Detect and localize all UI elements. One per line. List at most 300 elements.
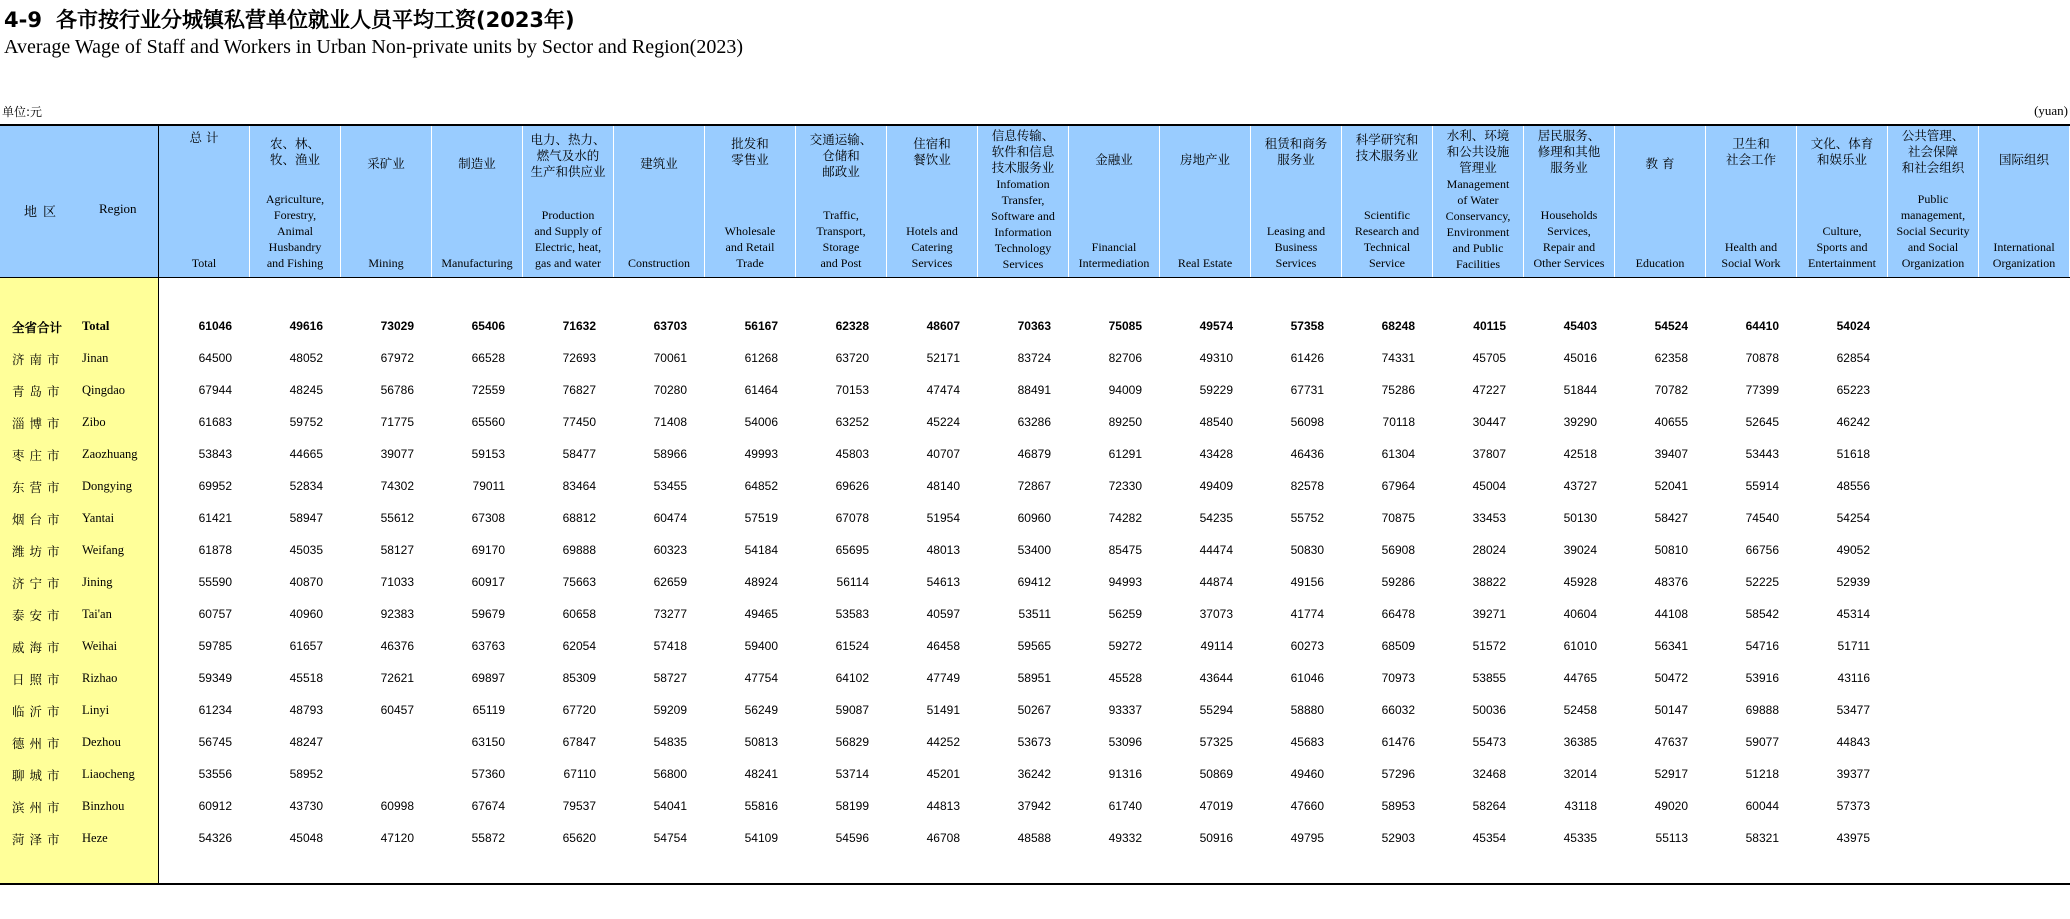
wage-cell: 39077 [380,447,414,461]
wage-cell: 45683 [1290,735,1324,749]
region-name-cn: 临沂市 [12,704,65,719]
wage-cell: 53443 [1745,447,1779,461]
wage-cell: 75663 [562,575,596,589]
region-name-en: Zibo [82,415,106,429]
wage-cell: 47227 [1472,383,1506,397]
wage-cell: 32014 [1563,767,1597,781]
region-header-en: Region [99,201,137,216]
wage-cell: 48013 [926,543,960,557]
table-row [0,794,2070,818]
table-title-en: Average Wage of Staff and Workers in Urban Non-private units by Sector and Region(2023) [4,36,743,58]
wage-cell: 52939 [1836,575,1870,589]
wage-cell: 55612 [380,511,414,525]
wage-cell: 91316 [1108,767,1142,781]
region-name-en: Weihai [82,639,118,653]
wage-cell: 45335 [1563,831,1597,845]
wage-cell: 61878 [198,543,232,557]
table-number: 4-9 [4,8,42,32]
column-header-cn: 批发和 零售业 [731,136,769,167]
table-bottom-rule [0,883,2070,885]
wage-cell: 45354 [1472,831,1506,845]
column-header-cn: 房地产业 [1179,152,1230,167]
wage-cell: 54326 [198,831,232,845]
column-header-cn: 建筑业 [640,156,678,171]
wage-cell: 50130 [1563,511,1597,525]
wage-cell: 83724 [1017,351,1051,365]
wage-cell: 47660 [1290,799,1324,813]
wage-cell: 59679 [471,607,505,621]
table-row [0,762,2070,786]
column-header [1251,126,1342,277]
region-name-cn: 泰安市 [12,608,65,623]
wage-cell: 62328 [835,319,869,333]
wage-cell: 51491 [926,703,960,717]
wage-cell: 73277 [653,607,687,621]
wage-cell: 63720 [835,351,869,365]
wage-cell: 33453 [1472,511,1506,525]
wage-cell: 36242 [1017,767,1051,781]
region-name-en: Linyi [82,703,110,717]
wage-cell: 72867 [1017,479,1051,493]
column-header-en: Financial Intermediation [1078,240,1150,270]
wage-cell: 43975 [1836,831,1870,845]
wage-cell: 51218 [1745,767,1779,781]
column-header-cn: 交通运输、 仓储和 邮政业 [809,132,873,179]
column-header-en: Total [191,256,217,270]
wage-cell: 49409 [1199,479,1233,493]
wage-cell: 51711 [1837,639,1870,653]
table-row [0,346,2070,370]
column-header-cn: 租赁和商务 服务业 [1264,136,1328,167]
wage-cell: 58477 [562,447,596,461]
column-header-en: Wholesale and Retail Trade [724,224,776,270]
column-header-cn: 采矿业 [367,156,405,171]
wage-cell: 69412 [1017,575,1051,589]
wage-cell: 52834 [289,479,323,493]
wage-cell: 63252 [835,415,869,429]
wage-cell: 47474 [926,383,960,397]
wage-cell: 60998 [380,799,414,813]
wage-cell: 56114 [836,575,869,589]
column-header [1160,126,1251,277]
wage-cell: 54041 [653,799,687,813]
wage-cell: 51618 [1836,447,1870,461]
wage-cell: 67674 [471,799,505,813]
wage-cell: 50036 [1472,703,1506,717]
region-name-cn: 菏泽市 [12,832,65,847]
wage-cell: 46242 [1836,415,1870,429]
wage-cell: 30447 [1472,415,1506,429]
wage-cell: 45928 [1563,575,1597,589]
column-header-cn: 公共管理、 社会保障 和社会组织 [1901,128,1965,175]
wage-cell: 58951 [1017,671,1051,685]
column-header-en: Production and Supply of Electric, heat, gas and water [534,208,602,270]
wage-cell: 68248 [1381,319,1415,333]
wage-cell: 65119 [472,703,505,717]
wage-cell: 60960 [1017,511,1051,525]
unit-label-en: (yuan) [2034,103,2068,118]
wage-cell: 88491 [1017,383,1051,397]
wage-cell: 72621 [380,671,414,685]
wage-cell: 40597 [926,607,960,621]
wage-cell: 44252 [926,735,960,749]
wage-cell: 58947 [289,511,323,525]
wage-cell: 73029 [380,319,414,333]
wage-cell: 55816 [744,799,778,813]
column-header [1433,126,1524,277]
region-name-en: Total [82,319,110,333]
column-header [978,126,1069,277]
wage-cell: 74282 [1108,511,1142,525]
wage-cell: 60273 [1290,639,1324,653]
region-name-cn: 德州市 [12,736,65,751]
wage-cell: 48376 [1654,575,1688,589]
wage-cell: 50830 [1290,543,1324,557]
wage-cell: 54596 [835,831,869,845]
region-name-cn: 枣庄市 [12,448,65,463]
table-row [0,698,2070,722]
table-row [0,666,2070,690]
wage-cell: 71632 [562,319,596,333]
region-name-cn: 济宁市 [12,576,65,591]
wage-cell: 39377 [1836,767,1870,781]
wage-cell: 61234 [198,703,232,717]
region-column-header [0,126,158,277]
column-header-en: Real Estate [1177,256,1233,270]
wage-cell: 67078 [835,511,869,525]
column-header-cn: 国际组织 [1998,152,2049,167]
wage-cell: 61291 [1108,447,1142,461]
wage-cell: 56249 [744,703,778,717]
wage-cell: 44665 [289,447,323,461]
table-row [0,378,2070,402]
wage-cell: 66478 [1381,607,1415,621]
region-name-cn: 全省合计 [12,320,63,335]
region-name-cn: 潍坊市 [12,544,65,559]
region-name-en: Zaozhuang [82,447,138,461]
wage-cell: 58321 [1745,831,1779,845]
region-name-en: Weifang [82,543,125,557]
wage-cell: 53455 [653,479,687,493]
wage-cell: 50472 [1654,671,1688,685]
wage-cell: 32468 [1472,767,1506,781]
wage-cell: 49052 [1836,543,1870,557]
wage-cell: 71033 [380,575,414,589]
wage-cell: 64410 [1745,319,1779,333]
wage-cell: 75286 [1381,383,1415,397]
wage-cell: 54184 [744,543,778,557]
wage-cell: 46879 [1017,447,1051,461]
table-row [0,410,2070,434]
column-header [523,126,614,277]
table-row [0,474,2070,498]
wage-cell: 60658 [562,607,596,621]
wage-cell: 48052 [289,351,323,365]
wage-cell: 48924 [744,575,778,589]
wage-cell: 55590 [198,575,232,589]
wage-cell: 55752 [1290,511,1324,525]
column-header-cn: 金融业 [1095,152,1133,167]
wage-cell: 51954 [926,511,960,525]
table-row [0,538,2070,562]
wage-cell: 68509 [1381,639,1415,653]
wage-cell: 49114 [1200,639,1233,653]
wage-cell: 45518 [289,671,323,685]
wage-cell: 54024 [1836,319,1870,333]
wage-cell: 57519 [744,511,778,525]
column-header [1524,126,1615,277]
wage-cell: 47637 [1654,735,1688,749]
wage-cell: 67972 [380,351,414,365]
wage-cell: 82706 [1108,351,1142,365]
wage-cell: 82578 [1290,479,1324,493]
wage-cell: 60917 [471,575,505,589]
wage-cell: 60457 [380,703,414,717]
column-header-en: Agriculture, Forestry, Animal Husbandry and Fishing [265,192,325,270]
column-header-cn: 电力、热力、 燃气及水的 生产和供应业 [530,132,606,179]
wage-cell: 47019 [1199,799,1233,813]
region-name-en: Qingdao [82,383,126,397]
wage-cell: 59752 [289,415,323,429]
column-header-cn: 教 育 [1645,156,1675,171]
wage-cell: 45705 [1472,351,1506,365]
wage-cell: 60912 [198,799,232,813]
wage-cell: 61683 [198,415,232,429]
wage-cell: 46458 [926,639,960,653]
wage-cell: 74331 [1381,351,1415,365]
region-name-cn: 淄博市 [12,416,65,431]
column-header [1797,126,1888,277]
wage-cell: 61657 [289,639,323,653]
region-name-en: Dezhou [82,735,121,749]
unit-label-cn: 单位:元 [2,105,43,119]
wage-cell: 75085 [1108,319,1142,333]
wage-cell: 48241 [744,767,778,781]
wage-cell: 39407 [1654,447,1688,461]
wage-cell: 52171 [926,351,960,365]
table-row [0,634,2070,658]
column-header-en: Mining [368,256,404,270]
wage-cell: 57418 [653,639,687,653]
wage-cell: 57325 [1199,735,1233,749]
wage-cell: 85309 [562,671,596,685]
wage-cell: 40604 [1563,607,1597,621]
wage-cell: 58542 [1745,607,1779,621]
wage-cell: 72330 [1108,479,1142,493]
wage-cell: 45224 [926,415,960,429]
wage-cell: 64500 [198,351,232,365]
wage-cell: 70061 [653,351,687,365]
column-header-cn: 住宿和 餐饮业 [913,136,951,167]
wage-cell: 55914 [1745,479,1779,493]
wage-cell: 49310 [1199,351,1233,365]
wage-cell: 43727 [1563,479,1597,493]
wage-cell: 66032 [1381,703,1415,717]
column-header-en: Hotels and Catering Services [906,224,958,270]
column-header [1342,126,1433,277]
wage-cell: 70118 [1382,415,1415,429]
wage-cell: 49465 [744,607,778,621]
region-name-en: Dongying [82,479,132,493]
wage-cell: 72693 [562,351,596,365]
wage-cell: 74540 [1745,511,1779,525]
wage-cell: 54754 [653,831,687,845]
column-header-cn: 制造业 [458,156,496,171]
wage-cell: 71775 [380,415,414,429]
wage-cell: 43118 [1564,799,1597,813]
title-cn-text: 各市按行业分城镇私营单位就业人员平均工资(2023年) [56,8,575,32]
wage-cell: 50810 [1654,543,1688,557]
column-header [432,126,523,277]
wage-cell: 48540 [1199,415,1233,429]
wage-cell: 53855 [1472,671,1506,685]
wage-cell: 40707 [926,447,960,461]
wage-cell: 37073 [1199,607,1233,621]
wage-cell: 53916 [1745,671,1779,685]
wage-cell: 56341 [1654,639,1688,653]
wage-cell: 37942 [1017,799,1051,813]
column-header-en: Scientific Research and Technical Service [1354,208,1420,270]
wage-cell: 54524 [1654,319,1688,333]
wage-cell: 61524 [835,639,869,653]
wage-cell: 53583 [835,607,869,621]
wage-cell: 58199 [835,799,869,813]
wage-cell: 63763 [471,639,505,653]
wage-cell: 62358 [1654,351,1688,365]
column-header-en: Manufacturing [441,256,513,270]
wage-cell: 50813 [744,735,778,749]
column-header-cn: 总 计 [189,130,219,145]
wage-cell: 69626 [835,479,869,493]
wage-cell: 44813 [926,799,960,813]
wage-cell: 44874 [1199,575,1233,589]
wage-cell: 69170 [471,543,505,557]
total-row [0,314,2070,338]
wage-cell: 69952 [198,479,232,493]
wage-cell: 69897 [471,671,505,685]
wage-cell: 58127 [380,543,414,557]
region-name-en: Jining [82,575,113,589]
wage-cell: 44843 [1836,735,1870,749]
wage-cell: 47749 [926,671,960,685]
wage-cell: 39024 [1563,543,1597,557]
wage-cell: 93337 [1108,703,1142,717]
wage-cell: 38822 [1472,575,1506,589]
column-header-en: Management of Water Conservancy, Environment and Public Facilities [1445,177,1511,271]
wage-cell: 45016 [1563,351,1597,365]
wage-cell: 83464 [562,479,596,493]
wage-cell: 54006 [744,415,778,429]
wage-cell: 40655 [1654,415,1688,429]
wage-cell: 37807 [1472,447,1506,461]
column-header-en: Culture, Sports and Entertainment [1808,224,1876,270]
region-name-cn: 威海市 [12,640,65,655]
column-header-en: Households Services, Repair and Other Services [1533,208,1605,270]
wage-cell: 89250 [1108,415,1142,429]
region-name-cn: 聊城市 [12,768,65,783]
wage-cell: 56786 [380,383,414,397]
wage-cell: 42518 [1563,447,1597,461]
wage-cell: 58880 [1290,703,1324,717]
wage-cell: 67110 [563,767,596,781]
wage-cell: 65223 [1836,383,1870,397]
wage-cell: 67731 [1290,383,1324,397]
wage-cell: 61010 [1563,639,1597,653]
wage-cell: 58264 [1472,799,1506,813]
wage-cell: 61421 [198,511,232,525]
wage-cell: 72559 [471,383,505,397]
region-name-en: Binzhou [82,799,125,813]
wage-cell: 79537 [562,799,596,813]
wage-cell: 40960 [289,607,323,621]
wage-cell: 70153 [835,383,869,397]
wage-cell: 60323 [653,543,687,557]
table-row [0,602,2070,626]
wage-cell: 45004 [1472,479,1506,493]
column-header [1888,126,1979,277]
table-row [0,442,2070,466]
wage-cell: 44108 [1654,607,1688,621]
wage-cell: 53400 [1017,543,1051,557]
wage-cell: 44474 [1199,543,1233,557]
region-name-en: Liaocheng [82,767,135,781]
wage-cell: 61046 [198,319,232,333]
wage-cell: 59565 [1017,639,1051,653]
wage-cell: 48247 [289,735,323,749]
column-header [341,126,432,277]
region-name-cn: 济南市 [12,352,65,367]
column-header [796,126,887,277]
column-header [614,126,705,277]
wage-cell: 68812 [562,511,596,525]
table-row [0,826,2070,850]
wage-cell: 46376 [380,639,414,653]
column-header-cn: 水利、环境 和公共设施 管理业 [1446,128,1510,175]
column-header [1069,126,1160,277]
wage-cell: 56098 [1290,415,1324,429]
column-header-cn: 农、林、 牧、渔业 [269,136,320,167]
column-header-cn: 信息传输、 软件和信息 技术服务业 [991,128,1055,175]
wage-cell: 64102 [835,671,869,685]
wage-cell: 56829 [835,735,869,749]
wage-cell: 70782 [1654,383,1688,397]
wage-cell: 49332 [1108,831,1142,845]
wage-cell: 56167 [744,319,778,333]
wage-cell: 46436 [1290,447,1324,461]
column-header-en: Infomation Transfer, Software and Information Technology Services [991,177,1055,271]
column-header-cn: 科学研究和 技术服务业 [1355,132,1419,163]
wage-cell: 49460 [1290,767,1324,781]
wage-cell: 47120 [380,831,414,845]
wage-cell: 53477 [1836,703,1870,717]
wage-cell: 61476 [1381,735,1415,749]
wage-cell: 74302 [380,479,414,493]
wage-cell: 64852 [744,479,778,493]
wage-cell: 65406 [471,319,505,333]
wage-cell: 59087 [835,703,869,717]
column-header [1979,126,2070,277]
wage-cell: 52041 [1654,479,1688,493]
wage-cell: 71408 [653,415,687,429]
wage-cell: 59349 [198,671,232,685]
wage-cell: 70973 [1381,671,1415,685]
wage-cell: 28024 [1472,543,1506,557]
column-header-en: Traffic, Transport, Storage and Post [816,208,866,270]
wage-cell: 60757 [198,607,232,621]
wage-cell: 47754 [744,671,778,685]
wage-cell: 49020 [1654,799,1688,813]
region-header-cn: 地区 [24,205,63,220]
